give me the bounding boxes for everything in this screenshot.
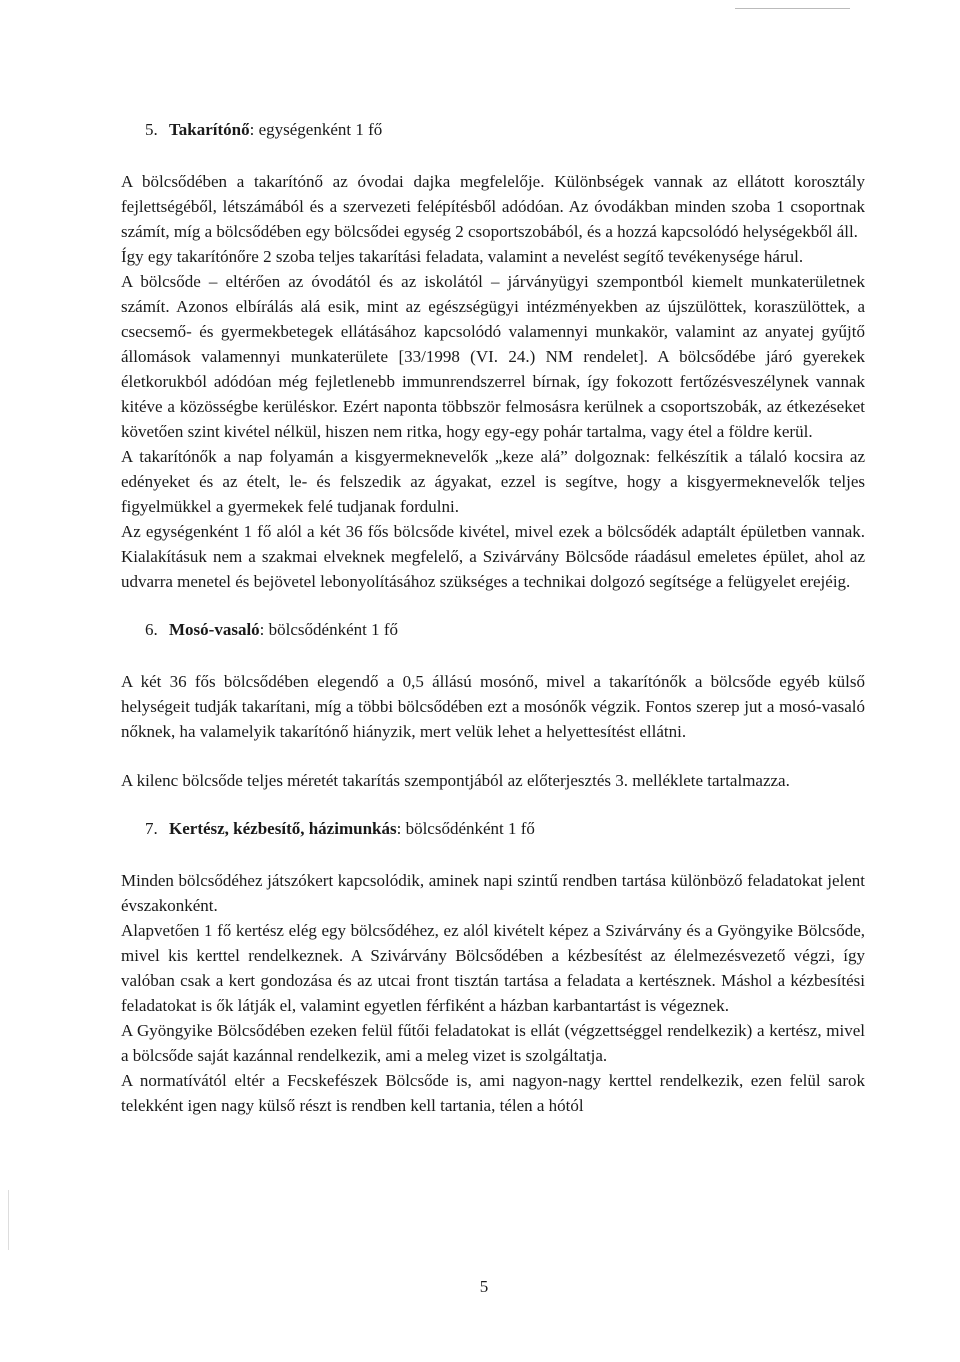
section-6-number: 6.: [145, 620, 158, 639]
section-5-number: 5.: [145, 120, 158, 139]
section-7-number: 7.: [145, 819, 158, 838]
section-5-paragraph-5: Az egységenként 1 fő alól a két 36 fős bölcsőde kivétel, mivel ezek a bölcsődék adaptált épületben vannak. Kialakításuk nem a szakmai elveknek megfelelő, a Szivárvány Bölcsőde ráadásul emeletes épület, ahol az udvarra menetel és bejövetel lebonyolításához szükséges a technikai dolgozó segítsége a felügyelet erejéig.: [121, 522, 865, 591]
section-6-heading: [121, 618, 865, 642]
section-5-title-rest: : egységenként 1 fő: [249, 120, 383, 139]
page-number: 5: [479, 1277, 489, 1296]
section-7-title-rest: : bölcsődénként 1 fő: [396, 819, 535, 838]
section-6-title-bold: Mosó-vasaló: [169, 620, 260, 639]
scan-margin-mark: [8, 1190, 9, 1250]
section-7-title-bold: Kertész, kézbesítő, házimunkás: [169, 819, 397, 838]
document-body: [121, 118, 865, 1118]
section-6-paragraph-1: A két 36 fős bölcsődében elegendő a 0,5 állású mosónő, mivel a takarítónők a bölcsőde egyéb külső helységeit tudják takarítani, míg a többi bölcsődében ezt a mosónők végzik. Fontos szerep jut a mosó-vasaló nőknek, ha valamelyik takarítónő hiányzik, mert velük lehet a helyettesítést ellátni.: [121, 672, 865, 741]
section-7-paragraph-1: Minden bölcsődéhez játszókert kapcsolódik, aminek napi szintű rendben tartása különböző feladatokat jelent évszakonként.: [121, 871, 865, 915]
section-5-paragraph-1: A bölcsődében a takarítónő az óvodai dajka megfelelője. Különbségek vannak az ellátott korosztály fejlettségéből, létszámából és a szervezeti felépítésből adódóan. Az óvodákban minden szoba 1 csoportnak számít, míg a bölcsődében egy bölcsődei egység 2 csoportszobából, és a hozzá kapcsolódó helységekből áll.: [121, 172, 865, 241]
section-7-paragraph-2: Alapvetően 1 fő kertész elég egy bölcsődéhez, ez alól kivételt képez a Szivárvány és a Gyöngyike Bölcsőde, mivel kis kerttel rendelkeznek. A Szivárvány Bölcsődében a kézbesítést az élelmezésvezető végzi, így valóban csak a kert gondozása és az utcai front tisztán tartása a feladata a kertésznek. Máshol a kézbesítési feladatokat is ők látják el, valamint egyetlen férfiként a házban karbantartást is végeznek.: [121, 921, 865, 1015]
section-7-paragraph-4: A normatívától eltér a Fecskefészek Bölcsőde is, ami nagyon-nagy kerttel rendelkezik, ezen felül sarok telekként igen nagy külső részt is rendben kell tartania, télen a hótól: [121, 1071, 865, 1115]
section-6-title-rest: : bölcsődénként 1 fő: [259, 620, 399, 639]
section-6-paragraph-2: A kilenc bölcsőde teljes méretét takarítás szempontjából az előterjesztés 3. melléklete tartalmazza.: [121, 771, 790, 790]
scan-edge-line: [735, 8, 850, 9]
section-5-paragraph-3: A bölcsőde – eltérően az óvodától és az iskolától – járványügyi szempontból kiemelt munkaterületnek számít. Azonos elbírálás alá esik, mint az egészségügyi intézményekben az újszülöttek, koraszülöttek, a csecsemő- és gyermekbetegek ellátásához kapcsolódó valamennyi munkakör, valamint az anyatej gyűjtő állomások valamennyi munkaterülete [33/1998 (VI. 24.) NM rendelet]. A bölcsődébe járó gyerekek életkorukból adódóan még fejletlenebb immunrendszerrel bírnak, így fokozott fertőzésveszélynek vannak kitéve a közösségbe kerüléskor. Ezért naponta többször felmosásra kerülnek a csoportszobák, az étkezéseket követően szint kivétel nélkül, hiszen nem ritka, hogy egy-egy pohár tartalma, vagy étel a földre kerül.: [121, 272, 865, 441]
section-7-paragraph-3: A Gyöngyike Bölcsődében ezeken felül fűtői feladatokat is ellát (végzettséggel rendelkezik) a kertész, mivel a bölcsőde saját kazánnal rendelkezik, ami a meleg vizet is szolgáltatja.: [121, 1021, 865, 1065]
section-7-heading: [121, 817, 865, 841]
section-5-heading: [121, 118, 865, 142]
section-5-paragraph-4: A takarítónők a nap folyamán a kisgyermeknevelők „keze alá” dolgoznak: felkészítik a tálaló kocsira az edényeket és az ételt, le- és felszedik az ágyakat, ezzel is segítve, hogy a kisgyermeknevelők teljes figyelmükkel a gyermekek felé tudjanak fordulni.: [121, 447, 865, 516]
section-5-paragraph-2: Így egy takarítónőre 2 szoba teljes takarítási feladata, valamint a nevelést segítő tevékenysége hárul.: [121, 247, 804, 266]
section-5-title-bold: Takarítónő: [169, 120, 250, 139]
